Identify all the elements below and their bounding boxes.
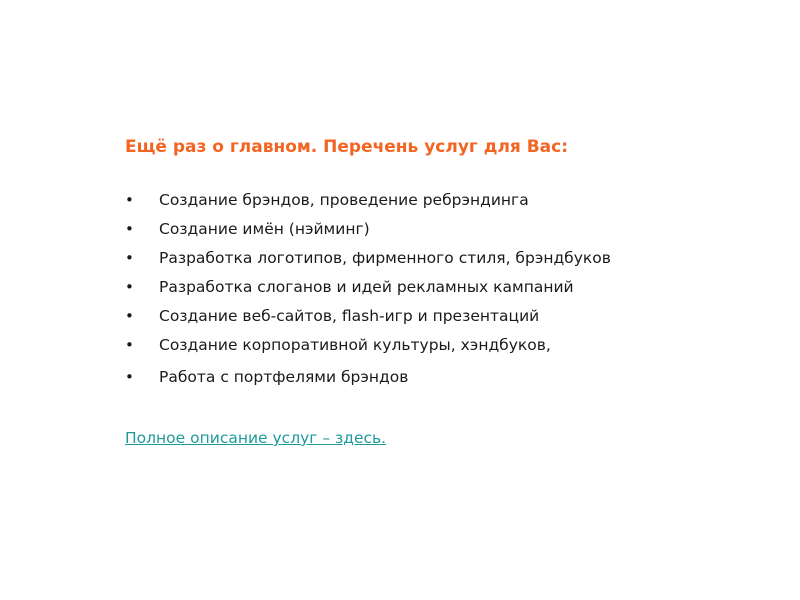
bullet-icon: • xyxy=(125,368,134,386)
service-label: Создание имён (нэйминг) xyxy=(159,220,370,238)
service-item-portfolios xyxy=(125,366,611,395)
bullet-icon: • xyxy=(125,249,134,267)
services-list xyxy=(125,189,611,395)
page-heading: Ещё раз о главном. Перечень услуг для Вас: xyxy=(125,137,569,157)
bullet-icon: • xyxy=(125,307,134,325)
bullet-icon: • xyxy=(125,336,134,354)
full-description-link[interactable]: Полное описание услуг – здесь. xyxy=(125,429,387,447)
service-label: Создание брэндов, проведение ребрэндинга xyxy=(159,191,529,209)
service-item-websites xyxy=(125,305,611,334)
service-item-culture xyxy=(125,334,611,363)
service-label: Создание корпоративной культуры, хэндбуков, xyxy=(159,336,551,354)
service-label: Работа с портфелями брэндов xyxy=(159,368,409,386)
service-item-branding xyxy=(125,189,611,218)
service-item-naming xyxy=(125,218,611,247)
bullet-icon: • xyxy=(125,278,134,296)
service-label: Создание веб-сайтов, flash-игр и презентаций xyxy=(159,307,540,325)
service-label: Разработка слоганов и идей рекламных кампаний xyxy=(159,278,574,296)
service-item-logos xyxy=(125,247,611,276)
service-label: Разработка логотипов, фирменного стиля, брэндбуков xyxy=(159,249,611,267)
bullet-icon: • xyxy=(125,220,134,238)
bullet-icon: • xyxy=(125,191,134,209)
service-item-slogans xyxy=(125,276,611,305)
